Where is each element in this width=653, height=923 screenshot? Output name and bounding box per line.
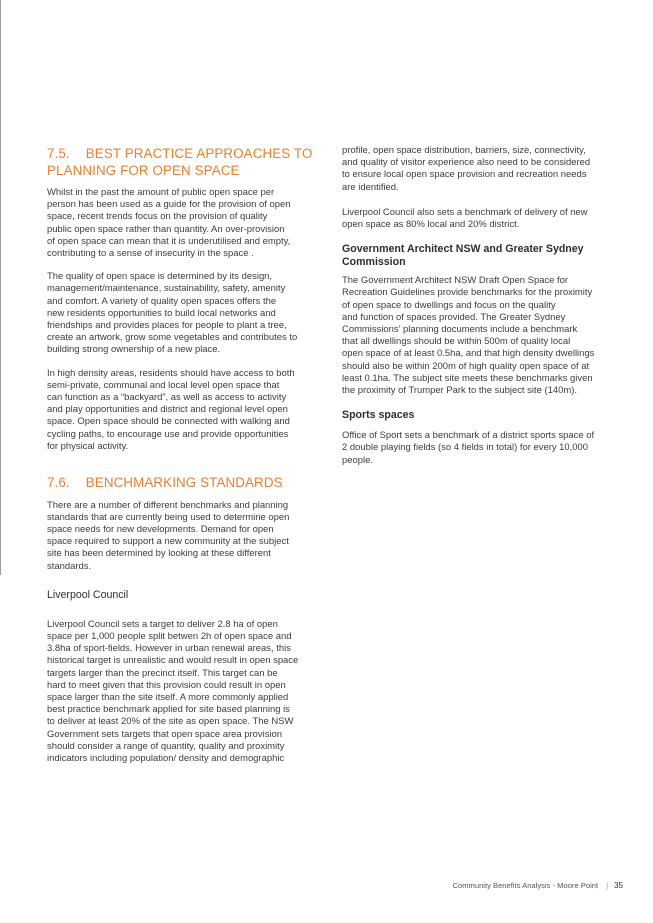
gansw-paragraph: The Government Architect NSW Draft Open Space for Recreation Guidelines provide benchmarks for the proximity of open space to dwellings and focus on the quality and function of spaces provided. The Greater Sydney Commissions’ planning documents include a benchmark that all dwellings should be within 500m of quality local open space of at least 0.5ha, and that high density dwellings should also be within 200m of high quality open space of at least 0.1ha. The subject site meets these benchmarks given the proximity of Trumper Park to the subject site (140m). bbox=[342, 275, 595, 397]
liverpool-benchmark-paragraph: Liverpool Council also sets a benchmark of delivery of new open space as 80% local and 20% district. bbox=[342, 206, 588, 231]
page-footer bbox=[453, 881, 624, 890]
page-number: 35 bbox=[614, 881, 623, 890]
section-7-5-paragraph-2: The quality of open space is determined by its design, management/maintenance, sustainability, safety, amenity and comfort. A variety of quality open spaces offers the new residents opportunities to build local networks and friendships and provides places for people to plant a tree, create an artwork, grow some vegetables and contributes to building strong ownership of a new place. bbox=[47, 271, 298, 356]
section-7-6-title: BENCHMARKING STANDARDS bbox=[85, 475, 283, 491]
section-7-5-heading bbox=[47, 146, 325, 179]
section-7-5-paragraph-1: Whilst in the past the amount of public open space per person has been used as a guide for the provision of open space, recent trends focus on the provision of quality public open space rather than quantity. An over-provision of open space can mean that it is underutilised and empty, contributing to a sense of insecurity in the space . bbox=[47, 187, 291, 260]
section-7-6-intro: There are a number of different benchmarks and planning standards that are currently being used to determine open space needs for new developments. Demand for open space required to support a new community at the subject site has been determined by looking at these different standards. bbox=[47, 499, 290, 572]
sports-spaces-heading: Sports spaces bbox=[342, 409, 415, 422]
gansw-heading: Government Architect NSW and Greater Sydney Commission bbox=[342, 243, 584, 269]
section-7-6-heading bbox=[47, 475, 325, 492]
sports-spaces-paragraph: Office of Sport sets a benchmark of a district sports space of 2 double playing fields (so 4 fields in total) for every 10,000 people. bbox=[342, 430, 595, 466]
section-7-5-title: BEST PRACTICE APPROACHES TO PLANNING FOR OPEN SPACE bbox=[47, 146, 313, 178]
section-7-5-paragraph-3: In high density areas, residents should have access to both semi-private, communal and local level open space that can function as a “backyard”, as well as access to activity and play opportunities and district and regional level open space. Open space should be connected with walking and cycling paths, to encourage use and provide opportunities for physical activity. bbox=[47, 367, 295, 452]
right-column bbox=[342, 145, 624, 478]
section-7-6-number: 7.6. bbox=[47, 475, 70, 491]
footer-document-title: Community Benefits Analysis - Moore Point bbox=[452, 881, 599, 890]
footer-separator: | bbox=[606, 881, 609, 890]
liverpool-council-heading: Liverpool Council bbox=[47, 588, 129, 601]
continuation-paragraph: profile, open space distribution, barriers, size, connectivity, and quality of visitor experience also need to be considered to ensure local open space provision and recreation needs are identified. bbox=[342, 145, 591, 193]
left-column bbox=[47, 146, 325, 776]
page-edge-rule bbox=[0, 0, 1, 575]
section-7-5-number: 7.5. bbox=[47, 146, 70, 161]
liverpool-council-text: Liverpool Council sets a target to deliver 2.8 ha of open space per 1,000 people split betwen 2h of open space and 3.8ha of sport-fields. However in urban renewal areas, this historical target is unrealistic and would result in open space targets larger than the precinct itself. This target can be hard to meet given that this provision could result in open space larger than the site itself. A more commonly applied best practice benchmark applied for site based planning is to deliver at least 20% of the site as open space. The NSW Government sets targets that open space area provision should consider a range of quantity, quality and proximity indicators including population/ density and demographic bbox=[47, 618, 299, 765]
